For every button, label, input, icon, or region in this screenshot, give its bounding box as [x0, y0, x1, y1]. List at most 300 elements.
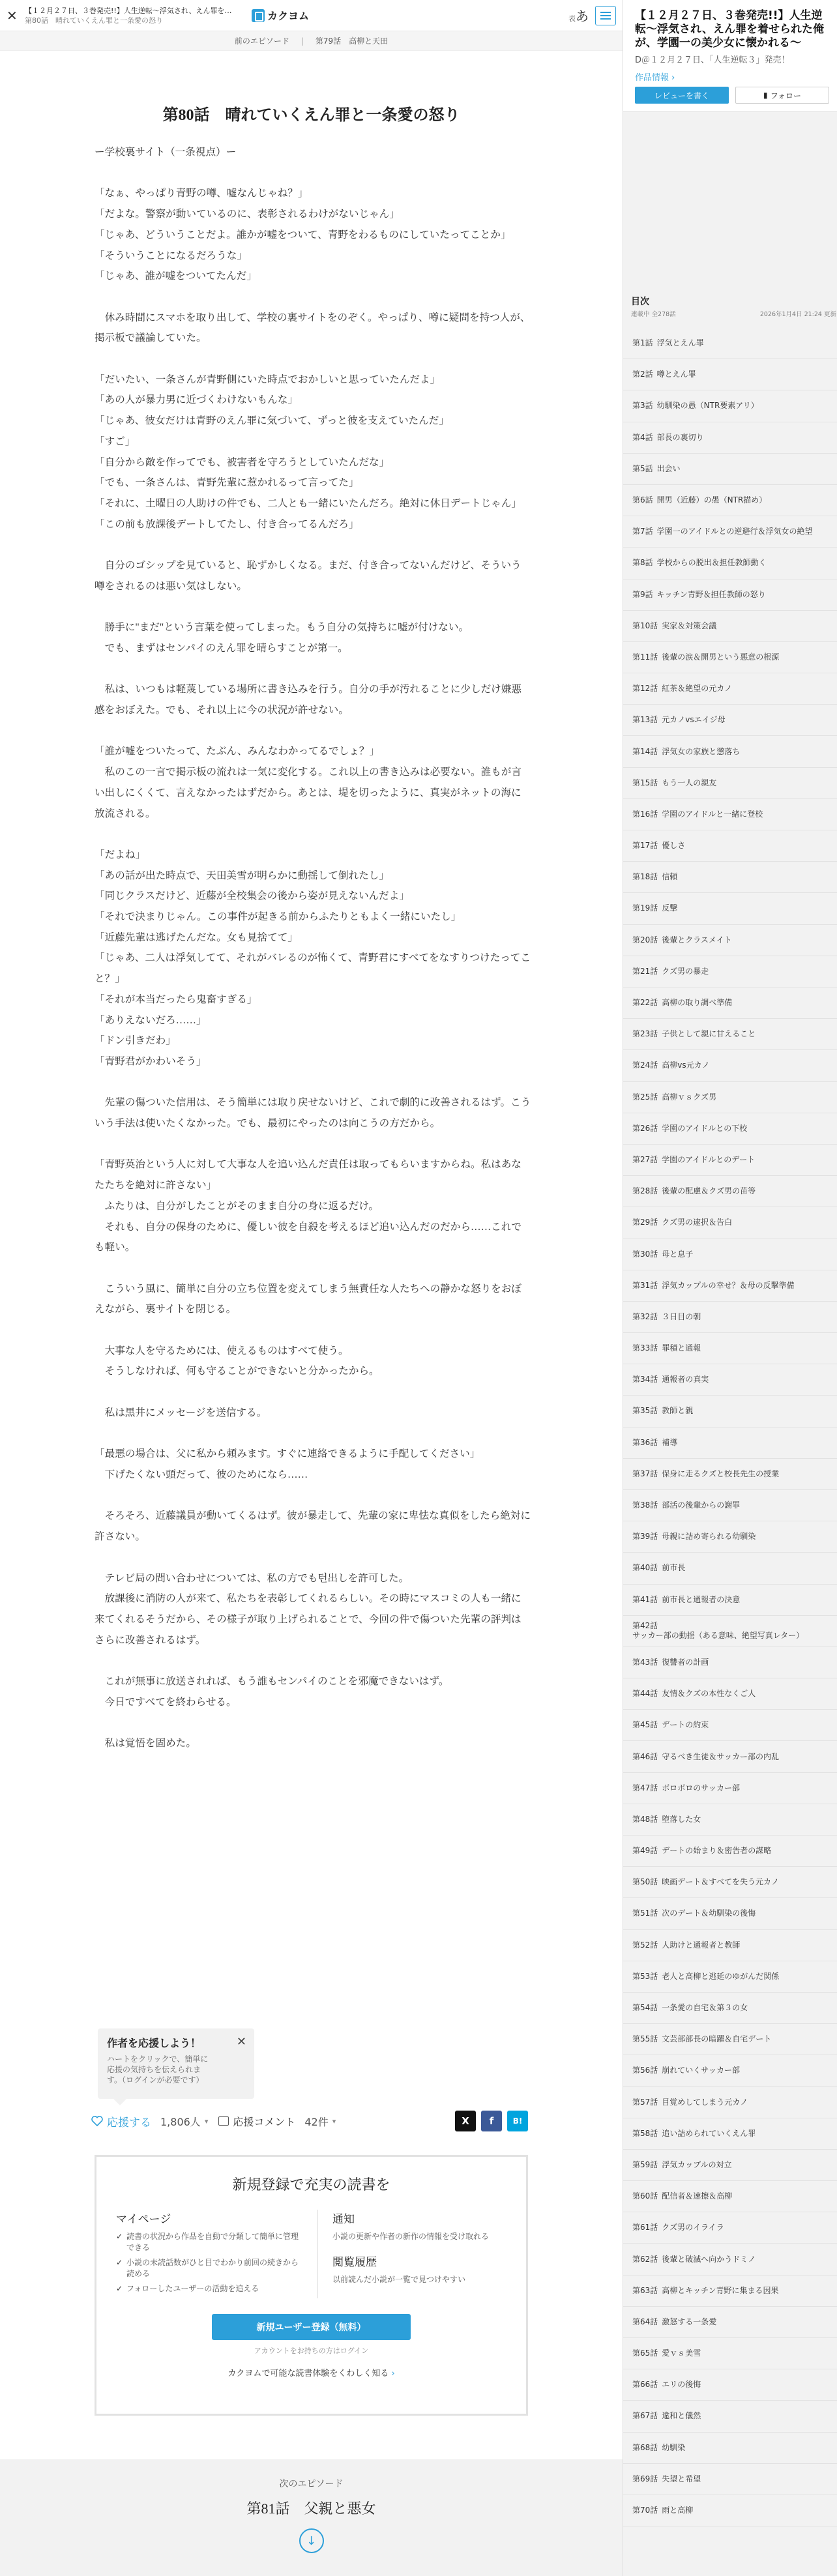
toc-item-number: 第22話 — [632, 998, 658, 1008]
toc-item-title: 後輩の涙＆開男という悪意の根源 — [662, 652, 780, 662]
body-paragraph: ふたりは、自分がしたことがそのまま自分の身に返るだけ。 — [95, 1200, 379, 1212]
toc-item[interactable] — [623, 454, 837, 485]
toc-item-title: 配信者＆速擦＆高柳 — [662, 2191, 733, 2201]
toc-item-number: 第20話 — [632, 935, 658, 944]
body-paragraph: 「じゃあ、どういうことだよ。誰かが嘘をついて、青野をわるものにしていたってことか」 — [95, 229, 511, 241]
toc-item-label — [632, 590, 766, 600]
toc-item-number: 第1話 — [632, 338, 653, 348]
toc-item[interactable] — [623, 1521, 837, 1553]
body-paragraph: 先輩の傷ついた信用は、そう簡単には取り戻せないけど、これで劇的に改善されるはず。こういう手法は使いたくなかった。でも、最初にやったのは向こうの方だから。 — [95, 1097, 531, 1130]
toc-item-label — [632, 1312, 701, 1322]
toc-item-title: 母と息子 — [662, 1249, 694, 1259]
toc-item-title: 激怒する一条愛 — [662, 2317, 717, 2326]
toc-item-label — [632, 684, 732, 694]
toc-item[interactable] — [623, 1647, 837, 1678]
toc-item-label — [632, 1720, 709, 1730]
body-paragraph: こういう風に、簡単に自分の立ち位置を変えてしまう無責任な人たちへの静かな怒りをおぼえながら、裏サイトを閉じる。 — [95, 1283, 521, 1315]
toc-item-title: 浮気女の家族と懲落ち — [662, 746, 741, 756]
toc-item-label — [632, 2474, 701, 2484]
learn-more-text: カクヨムで可能な読書体験をくわしく知る — [228, 2369, 389, 2378]
toc-item[interactable] — [623, 579, 837, 611]
toc-item-number: 第15話 — [632, 778, 658, 787]
facebook-share-icon[interactable]: f — [481, 2111, 502, 2131]
mypage-item: ✓ フォローしたユーザーの活動を追える — [116, 2283, 306, 2294]
toc-item-title: 優しさ — [662, 841, 686, 851]
toc-item[interactable] — [623, 1836, 837, 1867]
body-paragraph: 「青野英治という人に対して大事な人を追い込んだ責任は取ってもらいますからね。私はあなたたちを絶対に許さない」 — [95, 1159, 521, 1192]
toc-item-number: 第11話 — [632, 652, 658, 662]
toc-item-label — [632, 1877, 779, 1887]
x-share-icon[interactable]: X — [455, 2111, 476, 2131]
toc-item-title: 教師と親 — [662, 1406, 694, 1416]
toc-item-label — [632, 903, 677, 913]
body-paragraph: でも、まずはセンパイのえん罪を晴らすことが第一。 — [95, 642, 348, 654]
blank-line — [95, 1650, 531, 1671]
prev-episode-label[interactable]: 前のエピソード — [234, 37, 289, 46]
toc-item-number: 第6話 — [632, 495, 653, 505]
toc-item-number: 第59話 — [632, 2159, 658, 2169]
body-paragraph: 「ドン引きだわ」 — [95, 1035, 176, 1047]
toc-item[interactable] — [623, 799, 837, 830]
toc-item-number: 第53話 — [632, 1971, 658, 1981]
body-paragraph: 今日ですべてを終わらせる。 — [95, 1696, 237, 1708]
body-paragraph: 私は覚悟を固めた。 — [95, 1738, 196, 1749]
text-size-glyph: あ — [576, 8, 589, 24]
toc-item-label — [632, 841, 685, 851]
toc-item-number: 第30話 — [632, 1249, 658, 1259]
toc-item[interactable] — [623, 1804, 837, 1836]
toc-item[interactable] — [623, 1082, 837, 1113]
toc-item[interactable] — [623, 2024, 837, 2055]
toc-item-label — [632, 2066, 740, 2075]
toc-item[interactable] — [623, 1930, 837, 1961]
toc-item[interactable] — [623, 705, 837, 736]
history-text: 以前読んだ小説が一覧で見つけやすい — [332, 2275, 466, 2284]
toc-item-number: 第7話 — [632, 527, 653, 536]
toc-item[interactable] — [623, 1207, 837, 1238]
toc-item-number: 第42話 — [632, 1621, 658, 1631]
toc-item[interactable] — [623, 516, 837, 548]
toc-heading: 目次 — [631, 297, 649, 307]
work-title-box[interactable] — [25, 6, 246, 25]
toc-item[interactable] — [623, 1333, 837, 1364]
toc-item[interactable] — [623, 1773, 837, 1804]
body-paragraph: 下げたくない頭だって、彼のためになら…… — [95, 1469, 308, 1480]
toc-meta — [631, 309, 836, 318]
toc-item[interactable] — [623, 2307, 837, 2338]
support-popup-text: ハートをクリックで、簡単に応援の気持ちを伝えられます。（ログインが必要です） — [107, 2055, 209, 2085]
follow-button[interactable] — [735, 87, 829, 104]
author-name[interactable]: D＠１２月２７日、「人生逆転３」発売！ — [635, 55, 790, 65]
toc-sidebar — [623, 0, 837, 2576]
chevron-down-icon[interactable]: ▾ — [204, 2116, 209, 2126]
toc-item[interactable] — [623, 2276, 837, 2307]
toc-item-number: 第43話 — [632, 1657, 658, 1667]
body-paragraph: 私は黒井にメッセージを送信する。 — [95, 1407, 267, 1418]
toc-item[interactable] — [623, 1302, 837, 1333]
toc-item-number: 第18話 — [632, 872, 658, 882]
notice-title: 通知 — [332, 2213, 355, 2226]
toc-item-label — [632, 2191, 732, 2201]
toc-item-number: 第57話 — [632, 2097, 658, 2107]
toc-item[interactable] — [623, 328, 837, 359]
toc-item-title: デートの始まり＆密告者の謀略 — [662, 1846, 772, 1856]
toc-item[interactable] — [623, 1238, 837, 1270]
toc-item[interactable] — [623, 673, 837, 705]
toc-item-number: 第44話 — [632, 1689, 658, 1699]
toc-item[interactable] — [623, 390, 837, 422]
toc-item-title: 子供として親に甘えること — [662, 1029, 756, 1039]
toc-item[interactable] — [623, 2212, 837, 2244]
toc-item-number: 第67話 — [632, 2411, 658, 2421]
next-episode-title[interactable]: 第81話 父親と悪女 — [246, 2500, 376, 2517]
toc-item[interactable] — [623, 2433, 837, 2464]
body-paragraph: そうしなければ、何も守ることができないと分かったから。 — [95, 1366, 379, 1377]
body-paragraph: 「そういうことになるだろうな」 — [95, 250, 247, 261]
toc-item-number: 第55話 — [632, 2034, 658, 2044]
body-paragraph: 「最悪の場合は、父に私から頼みます。すぐに連絡できるように手配してください」 — [95, 1448, 480, 1460]
toc-item[interactable] — [623, 2150, 837, 2181]
body-paragraph: 「なぁ、やっぱり青野の噂、嘘なんじゃね？」 — [95, 188, 308, 199]
toc-item-title: 高柳とキッチン青野に集まる因果 — [662, 2285, 779, 2295]
toc-item[interactable] — [623, 956, 837, 988]
toc-item[interactable] — [623, 768, 837, 799]
toc-item[interactable] — [623, 2401, 837, 2432]
toc-item[interactable] — [623, 642, 837, 673]
toc-item-title: 前市長と通報者の決意 — [662, 1594, 741, 1604]
toc-item-title: 信頼 — [662, 872, 678, 882]
toc-item-title: キッチン青野＆担任教師の怒り — [656, 589, 766, 599]
toc-item[interactable] — [623, 1678, 837, 1710]
review-button[interactable]: レビューを書く — [635, 87, 729, 104]
toc-item-title: クズ男のイライラ — [662, 2223, 724, 2232]
toc-item-number: 第24話 — [632, 1061, 658, 1070]
comment-icon — [218, 2116, 229, 2126]
toc-item-label — [632, 1092, 716, 1102]
toc-item-number: 第31話 — [632, 1280, 658, 1290]
toc-item-label — [632, 935, 732, 945]
toc-item-number: 第2話 — [632, 370, 653, 379]
toc-item-title: デートの約束 — [662, 1720, 709, 1730]
toc-item-label — [632, 1469, 779, 1479]
kakuyomu-logo-icon — [252, 9, 265, 22]
toc-item[interactable] — [623, 1270, 837, 1302]
toc-item-label — [632, 778, 716, 788]
toc-item-number: 第65話 — [632, 2349, 658, 2358]
toc-item[interactable] — [623, 1585, 837, 1616]
toc-item-label — [632, 1689, 756, 1699]
toc-item[interactable] — [623, 2369, 837, 2401]
body-paragraph: ー学校裏サイト（一条視点）ー — [95, 147, 237, 158]
toc-item-label — [632, 2317, 716, 2327]
work-actions — [635, 87, 829, 104]
toc-item-number: 第26話 — [632, 1123, 658, 1133]
toc-item-number: 第46話 — [632, 1751, 658, 1761]
toc-item[interactable] — [623, 2118, 837, 2150]
toc-item[interactable] — [623, 2464, 837, 2495]
body-paragraph: 「だよね」 — [95, 849, 145, 860]
toc-item-label — [632, 2255, 756, 2264]
toc-item[interactable] — [623, 2495, 837, 2526]
work-title: 【１２月２７日、３巻発売!!】人生逆転〜浮気され、えん罪を… — [25, 6, 232, 15]
toc-item-title: 保身に走るクズと校長先生の授業 — [662, 1469, 780, 1478]
toc-item-title: 紅茶＆絶望の元カノ — [662, 684, 733, 694]
toc-item[interactable] — [623, 1019, 837, 1050]
arrow-down-icon[interactable]: ↓ — [299, 2528, 324, 2553]
toc-item-title: 噂とえん罪 — [656, 370, 696, 379]
toc-item[interactable] — [623, 422, 837, 454]
toc-item-number: 第35話 — [632, 1406, 658, 1416]
blank-line — [95, 163, 531, 184]
mypage-title: マイページ — [116, 2213, 171, 2226]
close-icon[interactable]: ✕ — [7, 7, 18, 23]
body-paragraph: 「だよな。警察が動いているのに、表彰されるわけがないじゃん」 — [95, 209, 400, 220]
comment-button[interactable] — [218, 2114, 295, 2129]
toc-item-label — [632, 621, 716, 631]
cheer-button[interactable] — [91, 2113, 151, 2130]
toc-item-label — [632, 1406, 693, 1416]
mypage-column — [116, 2210, 318, 2298]
toc-item[interactable] — [623, 485, 837, 516]
toc-item-number: 第16話 — [632, 809, 658, 819]
toc-item[interactable] — [623, 359, 837, 390]
toc-item-number: 第70話 — [632, 2506, 658, 2515]
blank-line — [95, 1134, 531, 1155]
toc-item-number: 第66話 — [632, 2380, 658, 2390]
comment-count[interactable]: 42件 — [304, 2115, 329, 2128]
comment-label: 応援コメント — [233, 2115, 296, 2128]
signup-button[interactable]: 新規ユーザー登録（無料） — [212, 2314, 411, 2340]
mypage-item: ✓ 読書の状況から作品を自動で分類して簡単に管理できる — [116, 2231, 306, 2253]
cheer-label: 応援する — [107, 2116, 151, 2130]
notice-text: 小説の更新や作者の新作の情報を受け取れる — [332, 2232, 490, 2241]
prev-episode-link[interactable]: 第79話 高柳と天田 — [315, 37, 389, 46]
toc-item-title: 友情＆クズの本性なくご人 — [662, 1689, 756, 1699]
toc-item-label — [632, 810, 763, 819]
blank-line — [95, 1424, 531, 1444]
toc-menu-icon[interactable] — [595, 6, 616, 25]
toc-item-number: 第48話 — [632, 1814, 658, 1824]
chevron-right-icon: › — [671, 73, 675, 83]
follow-label: フォロー — [770, 91, 801, 100]
toc-item-title: 浮気カップルの対立 — [662, 2159, 732, 2169]
learn-more-link[interactable] — [116, 2366, 507, 2378]
toc-item-title: 後輩とクラスメイト — [662, 935, 732, 944]
toc-item-number: 第12話 — [632, 684, 658, 694]
toc-item-title: もう一人の親友 — [662, 778, 717, 787]
body-paragraph: これが無事に放送されれば、もう誰もセンパイのことを邪魔できないはず。 — [95, 1676, 449, 1688]
toc-item-label — [632, 2160, 732, 2170]
toc-item-number: 第10話 — [632, 621, 658, 630]
toc-item[interactable] — [623, 1867, 837, 1898]
toc-item-label — [632, 1061, 710, 1070]
toc-item[interactable] — [623, 2338, 837, 2369]
body-paragraph: 大事な人を守るためには、使えるものはすべて使う。 — [95, 1345, 349, 1356]
toc-item-title: 人助けと通報者と教師 — [662, 1940, 741, 1950]
toc-item[interactable] — [623, 1427, 837, 1459]
body-paragraph: 「それが本当だったら鬼畜すぎる」 — [95, 993, 257, 1005]
toc-item[interactable] — [623, 1364, 837, 1396]
logo[interactable] — [252, 8, 309, 23]
reaction-bar — [91, 2108, 528, 2134]
toc-item-title: 実家＆対策会議 — [662, 621, 717, 630]
body-paragraph: 「それに、土曜日の人助けの件でも、二人とも一緒にいたんだろ。絶対に休日デートじゃん」 — [95, 497, 521, 509]
toc-item-title: ３日目の朝 — [662, 1311, 701, 1321]
toc-item[interactable] — [623, 1710, 837, 1741]
toc-item-title: 学園のアイドルとの下校 — [662, 1123, 748, 1133]
work-title-large[interactable]: 【１２月２７日、３巻発売!!】人生逆転〜浮気され、えん罪を着せられた俺が、学園一の美少女に懐かれる〜 — [635, 9, 825, 50]
toc-item-title: 高柳の取り調べ準備 — [662, 998, 733, 1008]
work-info-link[interactable] — [635, 70, 829, 83]
body-paragraph: 「近藤先輩は逃げたんだな。女も見捨てて」 — [95, 931, 298, 943]
toc-item-label — [632, 2286, 778, 2296]
toc-item[interactable] — [623, 2181, 837, 2212]
toc-item-number: 第9話 — [632, 589, 653, 599]
text-size-button[interactable] — [568, 6, 589, 25]
next-episode[interactable] — [0, 2459, 623, 2576]
toc-item-label — [632, 433, 704, 443]
toc-count: 連載中 全278話 — [631, 311, 676, 318]
toc-item-label — [632, 967, 709, 976]
toc-item[interactable] — [623, 611, 837, 642]
nav-separator: | — [301, 36, 304, 46]
toc-item[interactable] — [623, 862, 837, 893]
toc-item[interactable] — [623, 1176, 837, 1207]
toc-item-label — [632, 1658, 709, 1667]
toc-item-number: 第47話 — [632, 1783, 658, 1793]
toc-item-label — [632, 1375, 709, 1384]
toc-item-label — [632, 1438, 677, 1448]
toc-item-label — [632, 1815, 701, 1824]
toc-item-title: 学校からの脱出＆担任教師動く — [656, 558, 767, 568]
blank-line — [95, 824, 531, 845]
toc-item[interactable] — [623, 925, 837, 956]
toc-item-label — [632, 1940, 740, 1950]
toc-item-label — [632, 1186, 756, 1196]
toc-item[interactable] — [623, 1396, 837, 1427]
toc-item-label — [632, 1218, 732, 1227]
body-paragraph: 「すご」 — [95, 435, 136, 447]
toc-item-label — [632, 1343, 701, 1353]
toc-item[interactable] — [623, 1961, 837, 1993]
toc-item[interactable] — [623, 1459, 837, 1490]
toc-item-number: 第45話 — [632, 1720, 658, 1730]
toc-item[interactable] — [623, 2087, 837, 2118]
chapter-body — [95, 142, 531, 1754]
header — [0, 0, 623, 31]
toc-item[interactable] — [623, 1553, 837, 1584]
text-size-label: 表 — [568, 14, 576, 23]
toc-item[interactable] — [623, 1145, 837, 1176]
toc-item-label — [632, 1500, 740, 1510]
toc-item-label — [632, 401, 759, 411]
toc-item[interactable] — [623, 988, 837, 1019]
toc-item[interactable] — [623, 2055, 837, 2086]
toc-item[interactable] — [623, 2244, 837, 2275]
body-paragraph: 「同じクラスだけど、近藤が全校集会の後から姿が見えないんだよ」 — [95, 890, 409, 902]
toc-item[interactable] — [623, 893, 837, 924]
toc-item-number: 第68話 — [632, 2442, 658, 2452]
toc-item-title: 後輩の配慮＆クズ男の苗等 — [662, 1186, 756, 1196]
blank-line — [95, 1382, 531, 1403]
register-promo — [95, 2155, 528, 2416]
toc-item[interactable] — [623, 1993, 837, 2024]
toc-item-title: エリの後悔 — [662, 2380, 701, 2390]
toc-item-number: 第62話 — [632, 2254, 658, 2264]
cheer-count[interactable]: 1,806人 — [160, 2115, 201, 2128]
body-paragraph: 「自分から敵を作ってでも、被害者を守ろうとしていたんだな」 — [95, 456, 390, 468]
feature-column — [318, 2210, 507, 2298]
toc-item-label — [632, 998, 732, 1008]
heart-icon — [91, 2116, 103, 2126]
toc-item[interactable] — [623, 1050, 837, 1081]
toc-item[interactable] — [623, 1898, 837, 1929]
toc-item-title: 部活の後輩からの謝罪 — [662, 1500, 741, 1510]
toc-item-title: サッカー部の動揺（ある意味、絶望写真レター） — [632, 1631, 804, 1641]
toc-item-title: 補導 — [662, 1437, 678, 1447]
toc-item-title: 老人と高柳と逃延のゆがんだ関係 — [662, 1971, 780, 1981]
toc-item-label — [632, 2129, 756, 2139]
login-link[interactable]: アカウントをお持ちの方はログイン — [254, 2347, 369, 2355]
toc-item[interactable] — [623, 1113, 837, 1145]
toc-item-number: 第17話 — [632, 841, 658, 851]
toc-item[interactable] — [623, 1741, 837, 1772]
toc-item-label — [632, 2003, 748, 2013]
toc-item-number: 第36話 — [632, 1437, 658, 1447]
toc-item-label — [632, 1909, 756, 1918]
toc-item[interactable] — [623, 548, 837, 579]
toc-item-number: 第29話 — [632, 1218, 658, 1227]
toc-item[interactable] — [623, 1490, 837, 1521]
body-paragraph: 休み時間にスマホを取り出して、学校の裏サイトをのぞく。やっぱり、噂に疑問を持つ人が、掲示板で議論していた。 — [95, 312, 531, 344]
toc-item-number: 第32話 — [632, 1311, 658, 1321]
body-paragraph: テレビ局の問い合わせについては、私の方でも턴出しを許可した。 — [95, 1572, 409, 1584]
toc-item-label — [632, 1124, 747, 1134]
work-info — [623, 0, 837, 112]
toc-item-number: 第64話 — [632, 2317, 658, 2326]
share-buttons — [455, 2111, 528, 2131]
toc-item-label — [632, 2506, 693, 2515]
toc-item-label — [632, 1595, 740, 1605]
toc-item-number: 第49話 — [632, 1846, 658, 1856]
toc-item-number: 第69話 — [632, 2474, 658, 2483]
body-paragraph: 「この前も放課後デートしてたし、付き合ってるんだろ」 — [95, 518, 359, 530]
blank-line — [95, 349, 531, 370]
toc-item-title: 通報者の真実 — [662, 1375, 709, 1384]
toc-item-title: 高柳vs元カノ — [662, 1061, 710, 1070]
toc-item-title: 後輩と破滅へ向かうドミノ — [662, 2254, 756, 2264]
toc-item-title: 堕落した女 — [662, 1814, 701, 1824]
toc-item-number: 第39話 — [632, 1532, 658, 1542]
body-paragraph: 「じゃあ、誰が嘘をついてたんだ」 — [95, 271, 257, 282]
toc-item[interactable] — [623, 830, 837, 862]
toc-item-number: 第50話 — [632, 1877, 658, 1887]
toc-item-number: 第3話 — [632, 401, 653, 411]
toc-item-number: 第37話 — [632, 1469, 658, 1478]
body-paragraph: 私のこの一言で掲示板の流れは一気に変化する。これ以上の書き込みは必要ない。誰もが言い出しにくくて、言えなかったはずだから。あとは、堤を切ったように、真実がネットの海に放流される。 — [95, 767, 521, 819]
toc-item-label — [632, 464, 681, 474]
blank-line — [95, 1486, 531, 1506]
toc-item-number: 第4話 — [632, 432, 653, 442]
hatena-share-icon[interactable]: B! — [507, 2111, 528, 2131]
logo-text: カクヨム — [267, 10, 310, 22]
toc-item[interactable] — [623, 736, 837, 767]
chevron-down-icon[interactable]: ▾ — [332, 2116, 336, 2126]
toc-item-number: 第41話 — [632, 1594, 658, 1604]
toc-item-label — [632, 1972, 779, 1982]
toc-item[interactable] — [623, 1616, 837, 1647]
close-icon[interactable]: ✕ — [236, 2035, 246, 2049]
